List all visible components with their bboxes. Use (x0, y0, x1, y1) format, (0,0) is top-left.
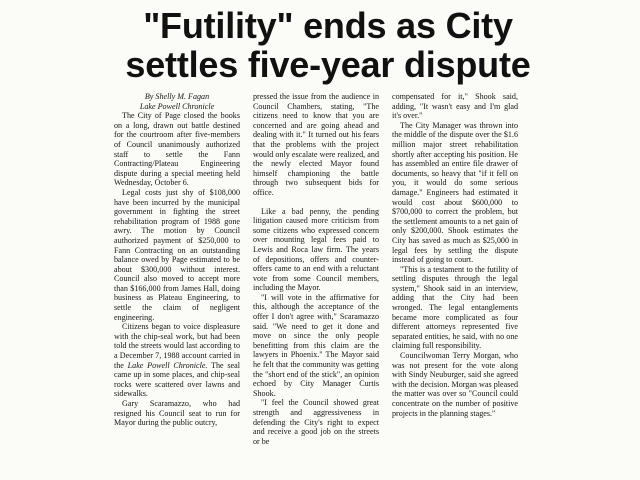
paragraph: Legal costs just shy of $108,000 have been incurred by the municipal government in fighting the street rehabilitation program of 1988 gone awry. The motion by Council authorized payment of $250,000 to Fann Contracting on an outstanding balance owed by Page estimated to be about $300,000 without interest. Council also moved to accept more than $166,000 from James Hall, doing business as Plateau Engineering, to settle the claim of negligent engineering. (114, 187, 240, 322)
article-column-2 (253, 92, 379, 476)
paragraph: compensated for it," Shook said, adding, "It wasn't easy and I'm glad it's over." (392, 92, 518, 121)
paragraph-text: Citizens began to voice displeasure with the chip-seal work, but had been told the streets would last according to a December 7, 1988 account carried in the (114, 322, 240, 370)
headline-line-1: "Futility" ends as City (143, 5, 513, 46)
paragraph: "This is a testament to the futility of settling disputes through the legal system," Shook said in an interview, adding that the City had been wronged. The legal entanglements became more complicated as four different attorneys represented five separated entities, he said, with no one claiming full responsibility. (392, 264, 518, 351)
paragraph: pressed the issue from the audience in Council Chambers, stating, "The citizens need to know that you are concerned and are going ahead and dealing with it." It turned out his fears that the problems with the project would only escalate were realized, and the newly elected Mayor found himself championing the battle through two subsequent bids for office. (253, 92, 379, 197)
paragraph: "I will vote in the affirmative for this, although the acceptance of the offer I don't agree with," Scaramazzo said. "We need to get it done and move on since the only people benefitting from this claim are the lawyers in Phoenix." The Mayor said he felt that the community was getting the "short end of the stick", an opinion echoed by City Manager Curtis Shook. (253, 292, 379, 398)
paragraph (114, 322, 240, 399)
paragraph: Gary Scaramazzo, who had resigned his Council seat to run for Mayor during the public outcry, (114, 399, 240, 428)
byline (114, 92, 240, 111)
paragraph: The City of Page closed the books on a long, drawn out battle destined for the courtroom after five-members of Council unanimously authorized staff to settle the Fann Contracting/Plateau Engineering dispute during a special meeting held Wednesday, October 6. (114, 111, 240, 188)
paragraph: Councilwoman Terry Morgan, who was not present for the vote along with Sindy Neuburger, said she agreed with the decision. Morgan was pleased the matter was over so "Council could concentrate on the number of positive projects in the planning stages." (392, 351, 518, 418)
publication-name: Lake Powell Chronicle. (127, 360, 208, 370)
paragraph-text: The seal came up in some places, and chip-seal rocks were scattered over lawns and sidewalks. (114, 360, 240, 399)
byline-publication: Lake Powell Chronicle (139, 101, 215, 111)
headline-line-2: settles five-year dispute (125, 44, 531, 85)
byline-author: By Shelly M. Fagan (144, 92, 210, 101)
headline (118, 6, 538, 84)
paragraph: "I feel the Council showed great strength and aggressiveness in defending the City's right to expect and receive a good job on the streets or be (253, 398, 379, 446)
article-column-1 (114, 92, 240, 476)
paragraph: Like a bad penny, the pending litigation caused more criticism from some citizens who expressed concern over mounting legal fees paid to Lewis and Roca law firm. The years of depositions, offers and counter-offers came to an end with a reluctant vote from some Council members, including the Mayor. (253, 206, 379, 293)
article-column-3 (392, 92, 518, 476)
paragraph: The City Manager was thrown into the middle of the dispute over the $1.6 million major street rehabilitation shortly after accepting his position. He has assembled an entire file drawer of documents, so heavy that "if it fell on you, it would do some serious damage." Engineers had estimated it would cost about $600,000 to $700,000 to correct the problem, but the settlement amounts to a net gain of only $200,000. Shook estimates the City has saved as much as $25,000 in legal fees by settling the dispute instead of going to court. (392, 120, 518, 265)
